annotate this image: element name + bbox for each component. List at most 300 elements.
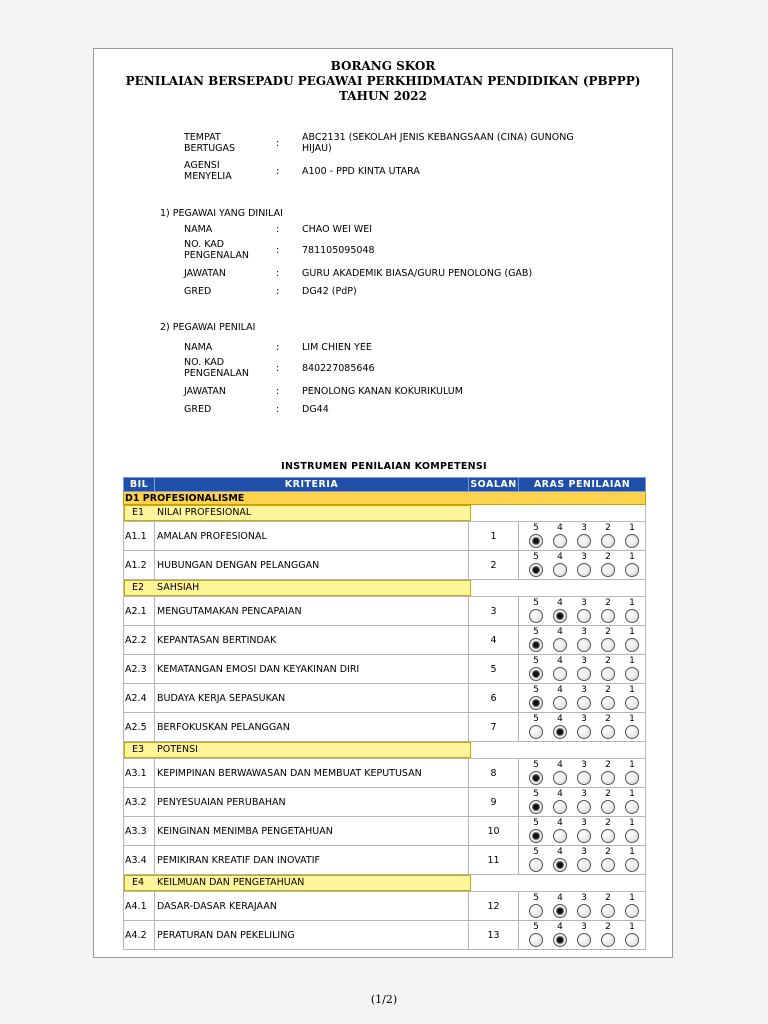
dinilai-jawatan-label: JAWATAN: [184, 268, 226, 279]
group-code: E4: [131, 877, 145, 888]
dinilai-jawatan-colon: :: [276, 268, 280, 279]
item-question-number: 10: [469, 817, 519, 846]
group-row: [124, 580, 646, 597]
rating-options: [519, 759, 646, 788]
item-question-number: 6: [469, 684, 519, 713]
rating-option[interactable]: [572, 685, 596, 710]
rating-label: 4: [557, 893, 563, 903]
radio-empty-icon[interactable]: [625, 534, 639, 548]
col-kriteria: KRITERIA: [155, 478, 469, 492]
tempat-label: TEMPAT BERTUGAS: [184, 132, 236, 154]
rating-option[interactable]: [524, 922, 548, 947]
penilai-ic-colon: :: [276, 363, 280, 374]
penilai-jawatan-colon: :: [276, 386, 280, 397]
rating-option[interactable]: [620, 552, 644, 577]
table-row: [124, 684, 646, 713]
radio-empty-icon[interactable]: [625, 800, 639, 814]
rating-option[interactable]: [548, 656, 572, 681]
rating-label: 3: [581, 656, 587, 666]
radio-empty-icon[interactable]: [529, 725, 543, 739]
rating-option[interactable]: [596, 847, 620, 872]
penilai-nama-colon: :: [276, 342, 280, 353]
table-row: [124, 759, 646, 788]
col-soalan: SOALAN: [470, 479, 517, 490]
rating-options: [519, 551, 646, 580]
rating-option[interactable]: [596, 656, 620, 681]
rating-label: 1: [629, 922, 635, 932]
dinilai-nama-colon: :: [276, 224, 280, 235]
rating-label: 3: [581, 552, 587, 562]
item-code: A2.5: [124, 713, 155, 742]
rating-option[interactable]: [620, 922, 644, 947]
group-row: [124, 875, 646, 892]
rating-label: 5: [533, 552, 539, 562]
rating-option[interactable]: [596, 598, 620, 623]
agensi-colon: :: [276, 166, 280, 177]
rating-option[interactable]: [572, 847, 596, 872]
radio-empty-icon[interactable]: [577, 638, 591, 652]
item-question-number: 9: [469, 788, 519, 817]
table-row: [124, 597, 646, 626]
rating-label: 1: [629, 656, 635, 666]
radio-empty-icon[interactable]: [601, 667, 615, 681]
rating-option[interactable]: [596, 760, 620, 785]
rating-label: 5: [533, 523, 539, 533]
rating-option[interactable]: [548, 523, 572, 548]
rating-label: 5: [533, 760, 539, 770]
rating-label: 1: [629, 893, 635, 903]
item-question-number: 2: [469, 551, 519, 580]
rating-option[interactable]: [572, 893, 596, 918]
rating-option[interactable]: [524, 523, 548, 548]
table-row: [124, 655, 646, 684]
form-title: [94, 59, 672, 104]
item-criteria: KEINGINAN MENIMBA PENGETAHUAN: [155, 817, 469, 846]
rating-label: 3: [581, 685, 587, 695]
col-bil: BIL: [124, 478, 155, 492]
item-criteria: DASAR-DASAR KERAJAAN: [155, 892, 469, 921]
rating-label: 2: [605, 685, 611, 695]
rating-label: 5: [533, 685, 539, 695]
group-code: E1: [131, 507, 145, 518]
rating-option[interactable]: [548, 552, 572, 577]
competency-table: [123, 477, 646, 950]
radio-empty-icon[interactable]: [577, 829, 591, 843]
penilai-nama-value: LIM CHIEN YEE: [302, 342, 372, 353]
radio-empty-icon[interactable]: [601, 638, 615, 652]
rating-option[interactable]: [620, 818, 644, 843]
item-code: A2.3: [124, 655, 155, 684]
rating-option[interactable]: [548, 922, 572, 947]
item-code: A3.1: [124, 759, 155, 788]
rating-option[interactable]: [620, 847, 644, 872]
radio-empty-icon[interactable]: [553, 638, 567, 652]
rating-label: 1: [629, 523, 635, 533]
rating-label: 3: [581, 847, 587, 857]
rating-label: 4: [557, 523, 563, 533]
radio-empty-icon[interactable]: [601, 696, 615, 710]
penilai-jawatan-label: JAWATAN: [184, 386, 226, 397]
rating-option[interactable]: [548, 714, 572, 739]
radio-empty-icon[interactable]: [625, 667, 639, 681]
rating-option[interactable]: [524, 598, 548, 623]
radio-empty-icon[interactable]: [601, 563, 615, 577]
rating-option[interactable]: [572, 598, 596, 623]
radio-empty-icon[interactable]: [625, 696, 639, 710]
radio-empty-icon[interactable]: [601, 829, 615, 843]
rating-label: 3: [581, 893, 587, 903]
radio-empty-icon[interactable]: [577, 771, 591, 785]
pegawai-penilai-info: [184, 342, 604, 422]
rating-label: 5: [533, 847, 539, 857]
rating-label: 2: [605, 847, 611, 857]
radio-selected-icon[interactable]: [529, 563, 543, 577]
rating-option[interactable]: [596, 714, 620, 739]
group-code: E3: [131, 744, 145, 755]
rating-option[interactable]: [572, 656, 596, 681]
radio-empty-icon[interactable]: [577, 534, 591, 548]
group-name: NILAI PROFESIONAL: [157, 507, 252, 518]
rating-option[interactable]: [620, 893, 644, 918]
rating-option[interactable]: [524, 685, 548, 710]
item-criteria: BUDAYA KERJA SEPASUKAN: [155, 684, 469, 713]
radio-empty-icon[interactable]: [601, 725, 615, 739]
dinilai-gred-label: GRED: [184, 286, 212, 297]
penilai-gred-colon: :: [276, 404, 280, 415]
rating-options: [519, 522, 646, 551]
rating-label: 2: [605, 922, 611, 932]
rating-option[interactable]: [548, 760, 572, 785]
rating-option[interactable]: [572, 922, 596, 947]
item-criteria: AMALAN PROFESIONAL: [155, 522, 469, 551]
rating-option[interactable]: [524, 627, 548, 652]
rating-option[interactable]: [548, 789, 572, 814]
item-question-number: 7: [469, 713, 519, 742]
radio-selected-icon[interactable]: [529, 696, 543, 710]
title-line-2: PENILAIAN BERSEPADU PEGAWAI PERKHIDMATAN PENDIDIKAN (PBPPP): [125, 74, 641, 88]
radio-selected-icon[interactable]: [553, 609, 567, 623]
radio-empty-icon[interactable]: [577, 800, 591, 814]
radio-selected-icon[interactable]: [529, 800, 543, 814]
item-question-number: 5: [469, 655, 519, 684]
rating-label: 5: [533, 656, 539, 666]
radio-empty-icon[interactable]: [577, 696, 591, 710]
rating-option[interactable]: [572, 627, 596, 652]
rating-label: 3: [581, 598, 587, 608]
item-criteria: MENGUTAMAKAN PENCAPAIAN: [155, 597, 469, 626]
rating-label: 1: [629, 685, 635, 695]
rating-options: [519, 846, 646, 875]
col-aras-penilaian: ARAS PENILAIAN: [519, 478, 646, 492]
radio-empty-icon[interactable]: [601, 771, 615, 785]
rating-option[interactable]: [596, 789, 620, 814]
rating-label: 2: [605, 627, 611, 637]
rating-option[interactable]: [596, 552, 620, 577]
radio-selected-icon[interactable]: [553, 725, 567, 739]
rating-option[interactable]: [620, 760, 644, 785]
pegawai-dinilai-info: [184, 224, 604, 304]
rating-option[interactable]: [524, 893, 548, 918]
dinilai-jawatan-value: GURU AKADEMIK BIASA/GURU PENOLONG (GAB): [302, 268, 533, 279]
item-question-number: 1: [469, 522, 519, 551]
rating-label: 5: [533, 789, 539, 799]
radio-empty-icon[interactable]: [553, 534, 567, 548]
rating-label: 5: [533, 922, 539, 932]
rating-option[interactable]: [548, 685, 572, 710]
rating-label: 5: [533, 893, 539, 903]
rating-label: 4: [557, 789, 563, 799]
rating-options: [519, 626, 646, 655]
rating-label: 1: [629, 760, 635, 770]
group-code: E2: [131, 582, 145, 593]
rating-option[interactable]: [572, 714, 596, 739]
rating-label: 3: [581, 789, 587, 799]
rating-options: [519, 655, 646, 684]
item-criteria: KEPIMPINAN BERWAWASAN DAN MEMBUAT KEPUTUSAN: [155, 759, 469, 788]
rating-option[interactable]: [596, 818, 620, 843]
rating-option[interactable]: [596, 685, 620, 710]
item-question-number: 11: [469, 846, 519, 875]
radio-selected-icon[interactable]: [529, 638, 543, 652]
radio-empty-icon[interactable]: [601, 534, 615, 548]
rating-label: 3: [581, 760, 587, 770]
radio-empty-icon[interactable]: [601, 858, 615, 872]
rating-option[interactable]: [572, 789, 596, 814]
rating-label: 4: [557, 552, 563, 562]
table-row: [124, 551, 646, 580]
rating-option[interactable]: [572, 523, 596, 548]
rating-options: [519, 713, 646, 742]
radio-selected-icon[interactable]: [529, 667, 543, 681]
radio-empty-icon[interactable]: [529, 858, 543, 872]
rating-option[interactable]: [572, 760, 596, 785]
rating-option[interactable]: [524, 552, 548, 577]
item-question-number: 3: [469, 597, 519, 626]
rating-option[interactable]: [620, 523, 644, 548]
rating-option[interactable]: [548, 598, 572, 623]
rating-option[interactable]: [548, 818, 572, 843]
radio-empty-icon[interactable]: [601, 800, 615, 814]
radio-empty-icon[interactable]: [625, 771, 639, 785]
radio-empty-icon[interactable]: [577, 563, 591, 577]
penilai-jawatan-value: PENOLONG KANAN KOKURIKULUM: [302, 386, 463, 397]
rating-option[interactable]: [620, 714, 644, 739]
item-question-number: 13: [469, 921, 519, 950]
rating-option[interactable]: [548, 627, 572, 652]
radio-empty-icon[interactable]: [625, 725, 639, 739]
item-criteria: PEMIKIRAN KREATIF DAN INOVATIF: [155, 846, 469, 875]
radio-empty-icon[interactable]: [553, 829, 567, 843]
dinilai-ic-colon: :: [276, 245, 280, 256]
radio-selected-icon[interactable]: [529, 829, 543, 843]
radio-empty-icon[interactable]: [625, 933, 639, 947]
rating-option[interactable]: [548, 847, 572, 872]
rating-option[interactable]: [572, 818, 596, 843]
rating-option[interactable]: [524, 789, 548, 814]
radio-empty-icon[interactable]: [625, 609, 639, 623]
rating-option[interactable]: [524, 818, 548, 843]
group-row: [124, 505, 646, 522]
item-code: A1.1: [124, 522, 155, 551]
radio-selected-icon[interactable]: [529, 771, 543, 785]
rating-label: 1: [629, 789, 635, 799]
dinilai-gred-colon: :: [276, 286, 280, 297]
radio-empty-icon[interactable]: [577, 667, 591, 681]
penilai-nama-label: NAMA: [184, 342, 213, 353]
item-criteria: PENYESUAIAN PERUBAHAN: [155, 788, 469, 817]
rating-option[interactable]: [596, 627, 620, 652]
radio-empty-icon[interactable]: [577, 904, 591, 918]
rating-option[interactable]: [524, 714, 548, 739]
tempat-colon: :: [276, 138, 280, 149]
table-row: [124, 846, 646, 875]
table-row: [124, 921, 646, 950]
item-question-number: 8: [469, 759, 519, 788]
rating-label: 4: [557, 922, 563, 932]
rating-label: 2: [605, 656, 611, 666]
table-row: [124, 713, 646, 742]
radio-empty-icon[interactable]: [601, 609, 615, 623]
rating-label: 4: [557, 627, 563, 637]
rating-option[interactable]: [620, 627, 644, 652]
rating-label: 4: [557, 714, 563, 724]
title-line-3: TAHUN 2022: [339, 89, 427, 103]
rating-label: 1: [629, 552, 635, 562]
radio-empty-icon[interactable]: [601, 904, 615, 918]
section-pegawai-dinilai: 1) PEGAWAI YANG DINILAI: [160, 208, 283, 219]
item-criteria: BERFOKUSKAN PELANGGAN: [155, 713, 469, 742]
radio-empty-icon[interactable]: [577, 725, 591, 739]
section-pegawai-penilai: 2) PEGAWAI PENILAI: [160, 322, 256, 333]
rating-option[interactable]: [524, 656, 548, 681]
radio-empty-icon[interactable]: [625, 829, 639, 843]
rating-option[interactable]: [524, 760, 548, 785]
item-criteria: PERATURAN DAN PEKELILING: [155, 921, 469, 950]
dinilai-ic-value: 781105095048: [302, 245, 375, 256]
radio-empty-icon[interactable]: [577, 609, 591, 623]
group-name: POTENSI: [157, 744, 198, 755]
rating-option[interactable]: [596, 893, 620, 918]
rating-option[interactable]: [620, 656, 644, 681]
radio-empty-icon[interactable]: [553, 771, 567, 785]
rating-label: 5: [533, 818, 539, 828]
item-question-number: 12: [469, 892, 519, 921]
rating-option[interactable]: [596, 523, 620, 548]
table-row: [124, 788, 646, 817]
item-code: A4.2: [124, 921, 155, 950]
dinilai-nama-value: CHAO WEI WEI: [302, 224, 373, 235]
radio-empty-icon[interactable]: [577, 858, 591, 872]
radio-empty-icon[interactable]: [625, 904, 639, 918]
group-name: SAHSIAH: [157, 582, 200, 593]
radio-selected-icon[interactable]: [553, 858, 567, 872]
rating-label: 1: [629, 714, 635, 724]
rating-label: 4: [557, 818, 563, 828]
table-row: [124, 892, 646, 921]
item-criteria: KEPANTASAN BERTINDAK: [155, 626, 469, 655]
competency-table-body: [124, 492, 646, 950]
radio-empty-icon[interactable]: [625, 638, 639, 652]
table-row: [124, 817, 646, 846]
rating-label: 5: [533, 627, 539, 637]
radio-empty-icon[interactable]: [553, 696, 567, 710]
item-code: A3.4: [124, 846, 155, 875]
rating-label: 2: [605, 552, 611, 562]
rating-label: 5: [533, 598, 539, 608]
radio-empty-icon[interactable]: [529, 933, 543, 947]
table-row: [124, 626, 646, 655]
score-form-page: [93, 48, 673, 958]
rating-label: 2: [605, 818, 611, 828]
rating-label: 2: [605, 523, 611, 533]
rating-label: 1: [629, 818, 635, 828]
rating-label: 1: [629, 847, 635, 857]
rating-options: [519, 684, 646, 713]
rating-label: 3: [581, 818, 587, 828]
dinilai-ic-label: NO. KAD PENGENALAN: [184, 239, 249, 261]
rating-options: [519, 817, 646, 846]
group-row: [124, 742, 646, 759]
radio-empty-icon[interactable]: [553, 667, 567, 681]
tempat-value: ABC2131 (SEKOLAH JENIS KEBANGSAAN (CINA) GUNONG HIJAU): [302, 132, 574, 154]
radio-selected-icon[interactable]: [553, 904, 567, 918]
agensi-value: A100 - PPD KINTA UTARA: [302, 166, 420, 177]
rating-label: 3: [581, 627, 587, 637]
radio-empty-icon[interactable]: [529, 609, 543, 623]
rating-options: [519, 597, 646, 626]
item-code: A4.1: [124, 892, 155, 921]
rating-option[interactable]: [524, 847, 548, 872]
radio-empty-icon[interactable]: [625, 563, 639, 577]
item-code: A2.1: [124, 597, 155, 626]
rating-label: 3: [581, 523, 587, 533]
radio-empty-icon[interactable]: [577, 933, 591, 947]
rating-label: 1: [629, 627, 635, 637]
item-code: A2.2: [124, 626, 155, 655]
rating-option[interactable]: [620, 685, 644, 710]
title-line-1: BORANG SKOR: [330, 59, 436, 73]
penilai-ic-value: 840227085646: [302, 363, 375, 374]
instrument-title: INSTRUMEN PENILAIAN KOMPETENSI: [281, 461, 487, 472]
rating-option[interactable]: [548, 893, 572, 918]
item-code: A3.3: [124, 817, 155, 846]
radio-empty-icon[interactable]: [601, 933, 615, 947]
rating-label: 2: [605, 893, 611, 903]
rating-option[interactable]: [620, 598, 644, 623]
rating-label: 4: [557, 598, 563, 608]
domain-row: D1 PROFESIONALISME: [124, 492, 646, 505]
rating-label: 2: [605, 598, 611, 608]
rating-option[interactable]: [596, 922, 620, 947]
rating-options: [519, 788, 646, 817]
table-row: [124, 522, 646, 551]
agensi-label: AGENSI MENYELIA: [184, 160, 232, 182]
rating-label: 2: [605, 714, 611, 724]
item-criteria: KEMATANGAN EMOSI DAN KEYAKINAN DIRI: [155, 655, 469, 684]
item-question-number: 4: [469, 626, 519, 655]
radio-empty-icon[interactable]: [553, 563, 567, 577]
dinilai-nama-label: NAMA: [184, 224, 213, 235]
radio-empty-icon[interactable]: [625, 858, 639, 872]
radio-empty-icon[interactable]: [553, 800, 567, 814]
rating-option[interactable]: [572, 552, 596, 577]
rating-label: 4: [557, 656, 563, 666]
radio-selected-icon[interactable]: [529, 534, 543, 548]
radio-selected-icon[interactable]: [553, 933, 567, 947]
rating-option[interactable]: [620, 789, 644, 814]
penilai-ic-label: NO. KAD PENGENALAN: [184, 357, 249, 379]
radio-empty-icon[interactable]: [529, 904, 543, 918]
